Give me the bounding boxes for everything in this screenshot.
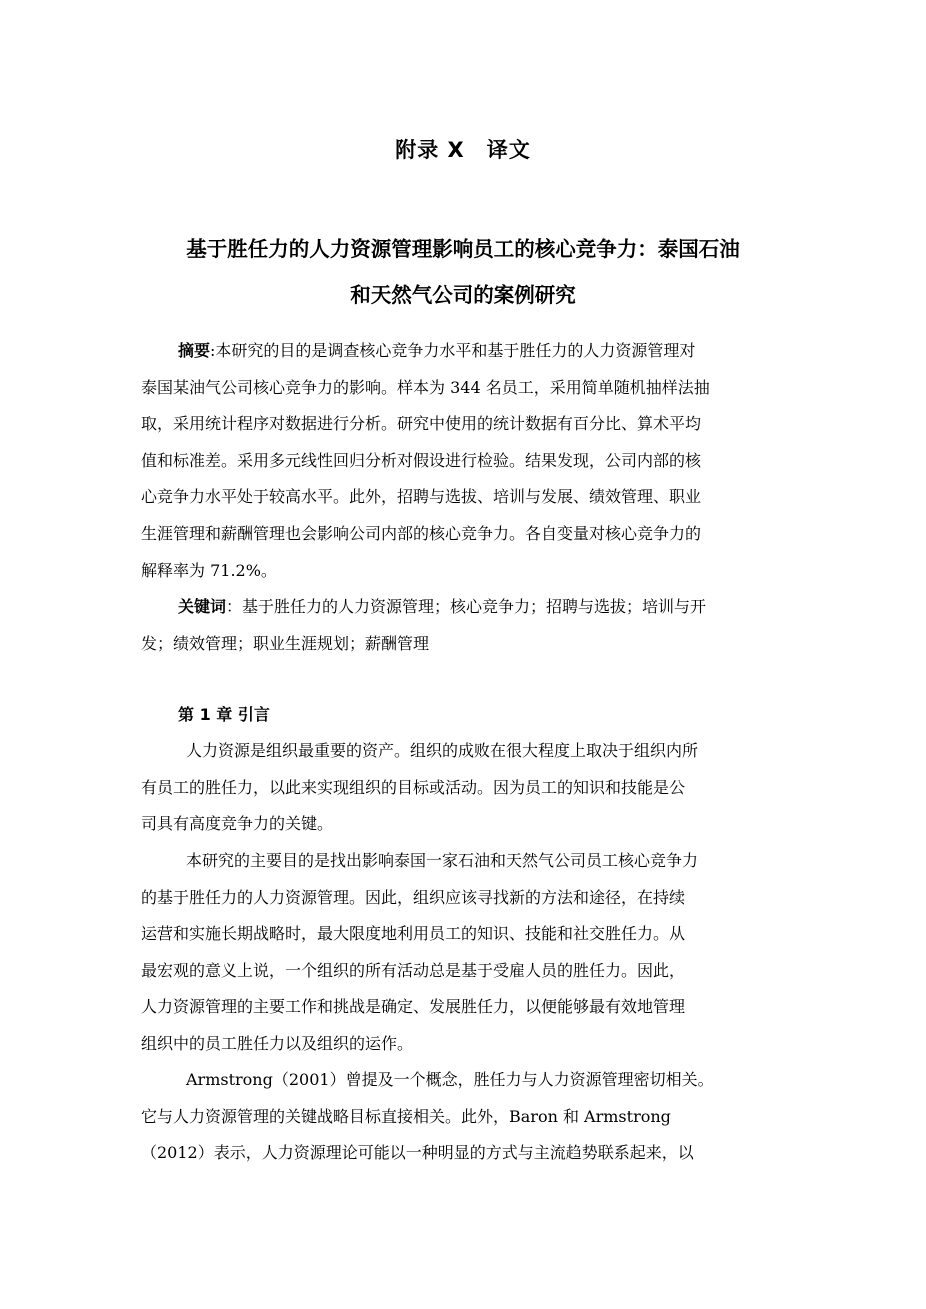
paper-title-line: 基于胜任力的人力资源管理影响员工的核心竞争力：泰国石油 [186,237,740,261]
abstract-label: 摘要 [178,341,211,360]
abstract [141,333,791,589]
abstract-line: 取，采用统计程序对数据进行分析。研究中使用的统计数据有百分比、算术平均 [141,414,702,434]
paragraph-line: （2012）表示，人力资源理论可能以一种明显的方式与主流趋势联系起来，以 [141,1143,694,1163]
paragraph-line: 人力资源是组织最重要的资产。组织的成败在很大程度上取决于组织内所 [186,741,699,760]
paragraph-line: 组织中的员工胜任力以及组织的运作。 [141,1033,414,1053]
keywords-line: 发；绩效管理；职业生涯规划；薪酬管理 [141,633,430,653]
keywords-line [141,589,791,626]
paragraph-line: 司具有高度竞争力的关键。 [141,814,334,834]
paragraph-line: Armstrong（2001）曾提及一个概念，胜任力与人力资源管理密切相关。 [186,1070,714,1089]
abstract-line: 值和标准差。采用多元线性回归分析对假设进行检验。结果发现，公司内部的核 [141,450,702,470]
paragraph [141,843,791,1063]
paper-title-line: 和天然气公司的案例研究 [350,283,576,307]
appendix-title: 附录 X 译文 [395,138,531,162]
abstract-text: :本研究的目的是调查核心竞争力水平和基于胜任力的人力资源管理对 [210,341,696,360]
abstract-line: 泰国某油气公司核心竞争力的影响。样本为 344 名员工，采用简单随机抽样法抽 [141,377,710,397]
paragraph-line: 的基于胜任力的人力资源管理。因此，组织应该寻找新的方法和途径，在持续 [141,887,686,907]
keywords-text: ：基于胜任力的人力资源管理；核心竞争力；招聘与选拔；培训与开 [226,597,707,616]
abstract-line: 心竞争力水平处于较高水平。此外，招聘与选拔、培训与发展、绩效管理、职业 [141,487,702,507]
abstract-line: 生涯管理和薪酬管理也会影响公司内部的核心竞争力。各自变量对核心竞争力的 [141,523,702,543]
paragraph-line: 最宏观的意义上说，一个组织的所有活动总是基于受雇人员的胜任力。因此， [141,960,686,980]
paragraph-line: 人力资源管理的主要工作和挑战是确定、发展胜任力，以便能够最有效地管理 [141,997,686,1017]
keywords [141,589,791,662]
paragraph [141,733,791,843]
chapter-heading: 第 1 章 引言 [178,705,270,724]
keywords-label: 关键词 [178,597,227,616]
paragraph-line: 有员工的胜任力，以此来实现组织的目标或活动。因为员工的知识和技能是公 [141,777,686,797]
paper-title [140,226,786,318]
abstract-line: 解释率为 71.2%。 [141,560,277,580]
paragraph-line: 运营和实施长期战略时，最大限度地利用员工的知识、技能和社交胜任力。从 [141,924,686,944]
abstract-line [141,333,791,370]
paragraph [141,1062,791,1172]
paragraph-line: 本研究的主要目的是找出影响泰国一家石油和天然气公司员工核心竞争力 [186,851,699,870]
paragraph-line: 它与人力资源管理的关键战略目标直接相关。此外，Baron 和 Armstrong [141,1106,671,1126]
